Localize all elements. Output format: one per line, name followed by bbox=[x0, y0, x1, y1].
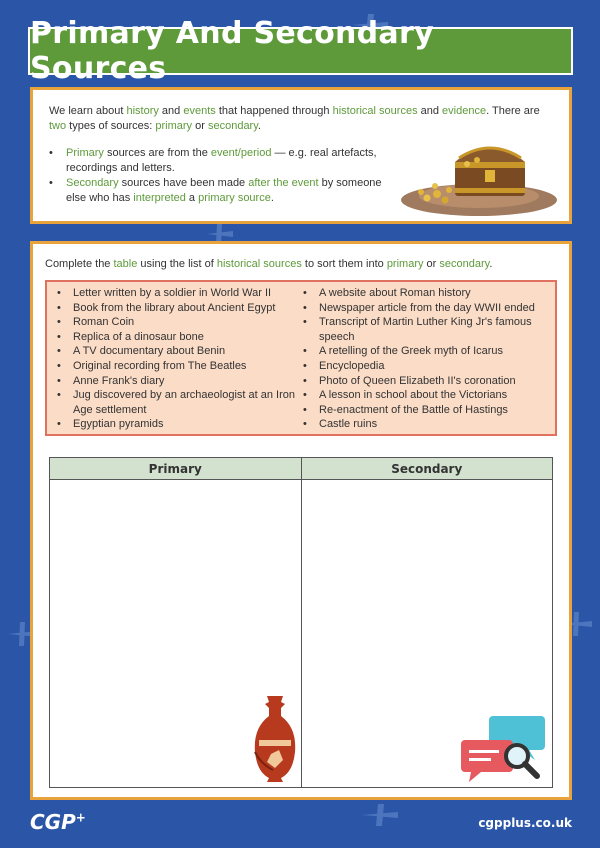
list-item: • Castle ruins bbox=[301, 417, 547, 432]
primary-column-header: Primary bbox=[50, 458, 301, 480]
sources-column-right bbox=[301, 286, 547, 431]
list-item: • Newspaper article from the day WWII ended bbox=[301, 301, 547, 316]
list-item: • A retelling of the Greek myth of Icarus bbox=[301, 344, 547, 359]
list-item: • Encyclopedia bbox=[301, 359, 547, 374]
speech-bubbles-magnifier-icon bbox=[459, 714, 549, 786]
list-item: • Photo of Queen Elizabeth II's coronation bbox=[301, 374, 547, 389]
page-title: Primary And Secondary Sources bbox=[30, 16, 434, 86]
list-item: • Transcript of Martin Luther King Jr's famous speech bbox=[301, 315, 547, 344]
list-item: • Anne Frank's diary bbox=[55, 374, 301, 389]
list-item: • Re-enactment of the Battle of Hastings bbox=[301, 403, 547, 418]
cgp-logo: CGP+ bbox=[30, 810, 86, 834]
list-item: • Book from the library about Ancient Egypt bbox=[55, 301, 301, 316]
airplane-icon bbox=[360, 800, 400, 830]
list-item: • Roman Coin bbox=[55, 315, 301, 330]
list-item: • Original recording from The Beatles bbox=[55, 359, 301, 374]
list-item: • A website about Roman history bbox=[301, 286, 547, 301]
intro-panel bbox=[30, 87, 572, 224]
intro-text: We learn about history and events that happened through historical sources and evidence. There are two types of sources: primary or secondary. bbox=[49, 105, 540, 132]
instruction-text: Complete the table using the list of historical sources to sort them into primary or secondary. bbox=[45, 258, 493, 270]
list-item: • Replica of a dinosaur bone bbox=[55, 330, 301, 345]
secondary-column-header: Secondary bbox=[302, 458, 553, 480]
list-item: • Egyptian pyramids bbox=[55, 417, 301, 432]
sources-list-box bbox=[45, 280, 557, 436]
footer-url[interactable]: cgpplus.co.uk bbox=[478, 816, 572, 830]
list-item: • Jug discovered by an archaeologist at an Iron Age settlement bbox=[55, 388, 301, 417]
bullet-primary: • Primary sources are from the event/period — e.g. real artefacts, recordings and letters. bbox=[49, 146, 389, 176]
bullet-secondary: • Secondary sources have been made after the event by someone else who has interpreted a primary source. bbox=[49, 176, 389, 206]
list-item: • A TV documentary about Benin bbox=[55, 344, 301, 359]
activity-panel bbox=[30, 241, 572, 800]
sources-column-left bbox=[55, 286, 301, 431]
title-bar bbox=[28, 16, 573, 86]
greek-vase-icon bbox=[251, 694, 299, 784]
list-item: • A lesson in school about the Victorians bbox=[301, 388, 547, 403]
intro-bullets bbox=[49, 146, 389, 206]
list-item: • Letter written by a soldier in World War II bbox=[55, 286, 301, 301]
treasure-chest-icon bbox=[397, 128, 557, 218]
